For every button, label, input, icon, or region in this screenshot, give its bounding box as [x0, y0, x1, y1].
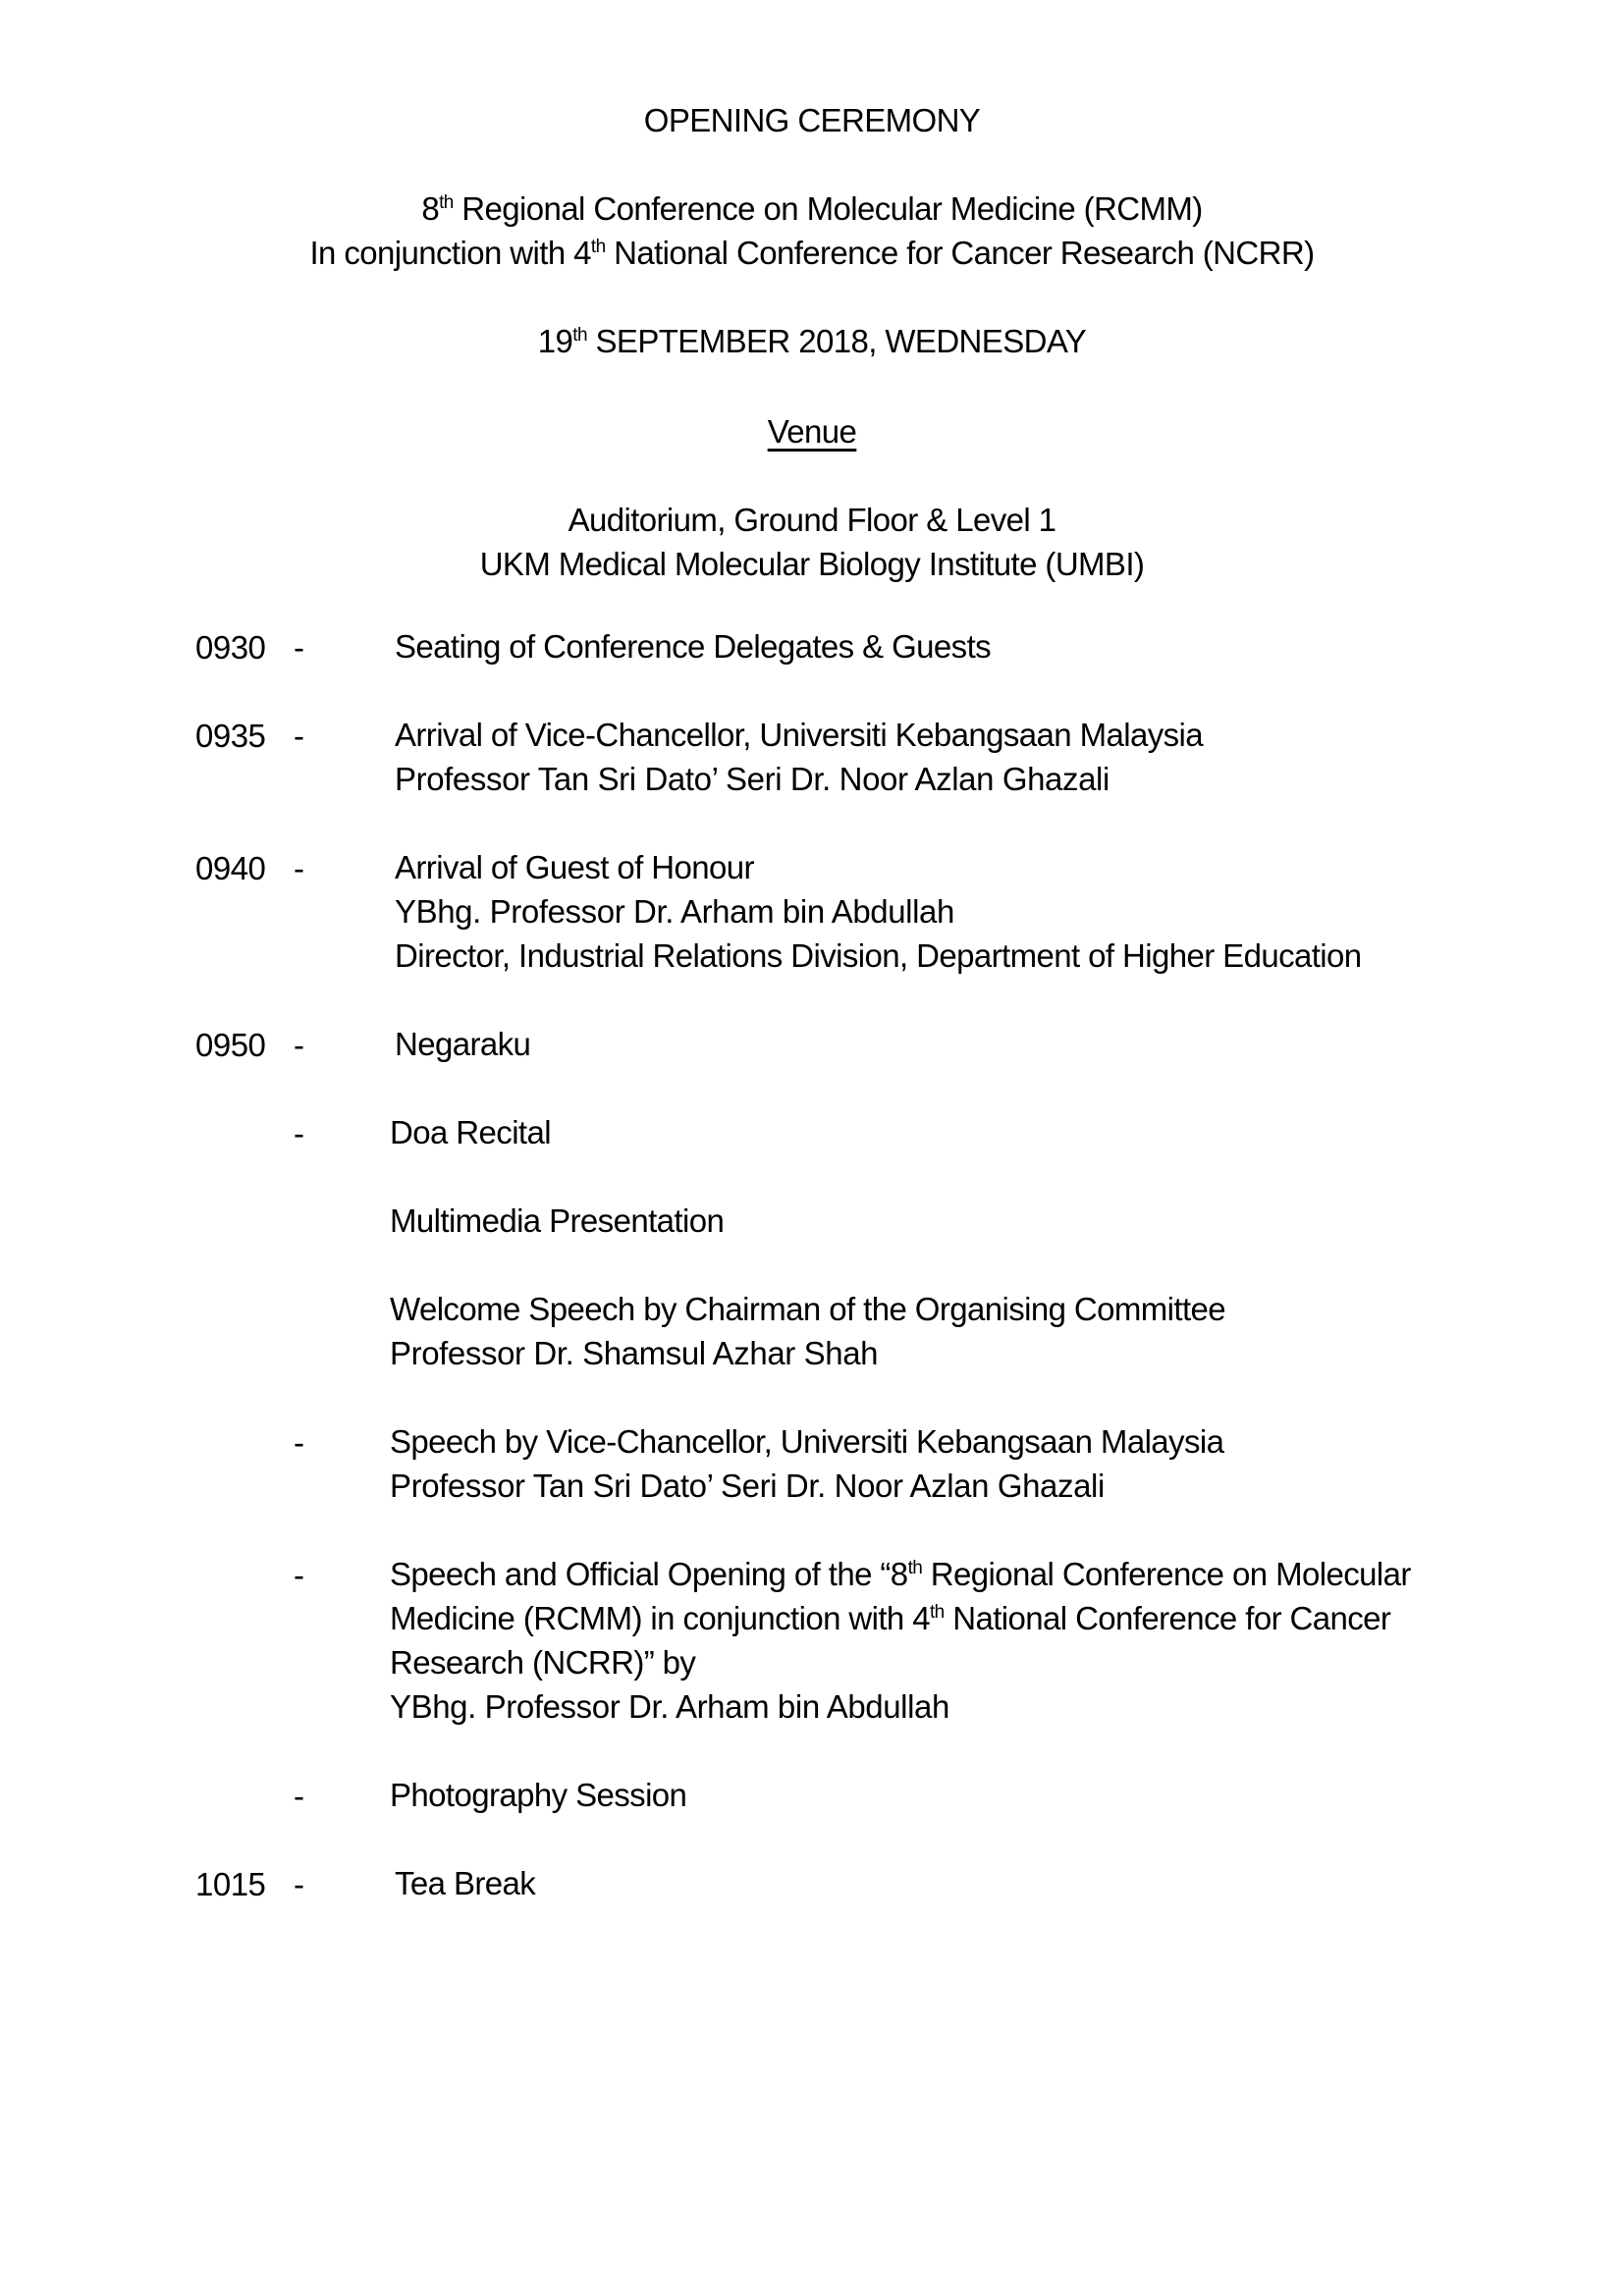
speaker-role: Director, Industrial Relations Division, Department of Higher Education: [395, 937, 1362, 974]
schedule-item-text: Doa Recital: [390, 1114, 551, 1150]
schedule-dash: -: [294, 1866, 304, 1902]
opening-line-2-ordinal: th: [930, 1602, 945, 1623]
conference-number: 8: [421, 190, 440, 227]
date-day: 19: [537, 323, 573, 359]
event-date: [0, 319, 1624, 363]
schedule-dash: -: [294, 718, 304, 754]
venue-label: Venue: [767, 413, 857, 450]
speaker-name: YBhg. Professor Dr. Arham bin Abdullah: [395, 893, 954, 930]
venue-line-1: Auditorium, Ground Floor & Level 1: [568, 502, 1056, 538]
venue-heading: [0, 409, 1624, 454]
schedule-item-text: Welcome Speech by Chairman of the Organising Committee: [390, 1291, 1226, 1327]
venue-line-2: UKM Medical Molecular Biology Institute (UMBI): [479, 546, 1145, 582]
schedule-item: [395, 713, 1203, 801]
schedule-dash: -: [294, 1424, 304, 1461]
schedule-time: 1015: [195, 1866, 266, 1902]
schedule-item: [395, 1022, 530, 1066]
schedule-item: [395, 1861, 535, 1905]
schedule-item-text: Speech by Vice-Chancellor, Universiti Kebangsaan Malaysia: [390, 1423, 1224, 1460]
schedule-item-text: Tea Break: [395, 1865, 536, 1901]
date-ordinal: th: [572, 325, 587, 346]
schedule-item: [395, 845, 1362, 978]
schedule-item-line-3: Research (NCRR)” by: [390, 1644, 696, 1681]
schedule-dash: -: [294, 1115, 304, 1151]
speaker-name: Professor Tan Sri Dato’ Seri Dr. Noor Azlan Ghazali: [390, 1468, 1105, 1504]
schedule-item: [395, 624, 991, 668]
speaker-name: Professor Tan Sri Dato’ Seri Dr. Noor Azlan Ghazali: [395, 761, 1110, 797]
schedule-item: [390, 1287, 1225, 1375]
opening-line-1-ordinal: th: [907, 1558, 923, 1578]
schedule-dash: -: [294, 1557, 304, 1593]
speaker-name: Professor Dr. Shamsul Azhar Shah: [390, 1335, 879, 1371]
date-rest: SEPTEMBER 2018, WEDNESDAY: [586, 323, 1087, 359]
schedule-dash: -: [294, 850, 304, 886]
schedule-item-text: Seating of Conference Delegates & Guests: [395, 628, 992, 665]
schedule-item-text: Multimedia Presentation: [390, 1202, 725, 1239]
schedule-item: [390, 1110, 551, 1154]
conjunction-prefix: In conjunction with 4: [309, 235, 591, 271]
conference-title: [0, 187, 1624, 231]
schedule-time: 0940: [195, 850, 266, 886]
schedule-item: [390, 1419, 1223, 1508]
conjunction-line: [0, 231, 1624, 275]
conference-name: Regional Conference on Molecular Medicine (RCMM): [453, 190, 1203, 227]
schedule-dash: -: [294, 1778, 304, 1814]
schedule-time: 0930: [195, 629, 266, 666]
opening-line-2-rest: National Conference for Cancer: [944, 1600, 1391, 1636]
conference-ordinal: th: [439, 192, 454, 213]
conjunction-name: National Conference for Cancer Research (NCRR): [605, 235, 1315, 271]
schedule-time: 0935: [195, 718, 266, 754]
opening-line-1-rest: Regional Conference on Molecular: [922, 1556, 1411, 1592]
schedule-item-line-2: [390, 1596, 1411, 1640]
schedule-item-text: Arrival of Guest of Honour: [395, 849, 754, 885]
page-title: OPENING CEREMONY: [643, 102, 981, 138]
schedule-item: [390, 1199, 724, 1243]
schedule-dash: -: [294, 629, 304, 666]
conjunction-ordinal: th: [590, 237, 606, 257]
schedule-item-line-1: [390, 1552, 1411, 1596]
schedule-item-text: Negaraku: [395, 1026, 531, 1062]
speaker-name: YBhg. Professor Dr. Arham bin Abdullah: [390, 1688, 949, 1725]
opening-line-2-prefix: Medicine (RCMM) in conjunction with 4: [390, 1600, 930, 1636]
schedule-item-text: Photography Session: [390, 1777, 687, 1813]
schedule-dash: -: [294, 1027, 304, 1063]
opening-line-1-prefix: Speech and Official Opening of the “8: [390, 1556, 908, 1592]
schedule-item: [390, 1773, 686, 1817]
schedule-item-text: Arrival of Vice-Chancellor, Universiti Kebangsaan Malaysia: [395, 717, 1203, 753]
schedule-item: [390, 1552, 1411, 1729]
schedule-time: 0950: [195, 1027, 266, 1063]
